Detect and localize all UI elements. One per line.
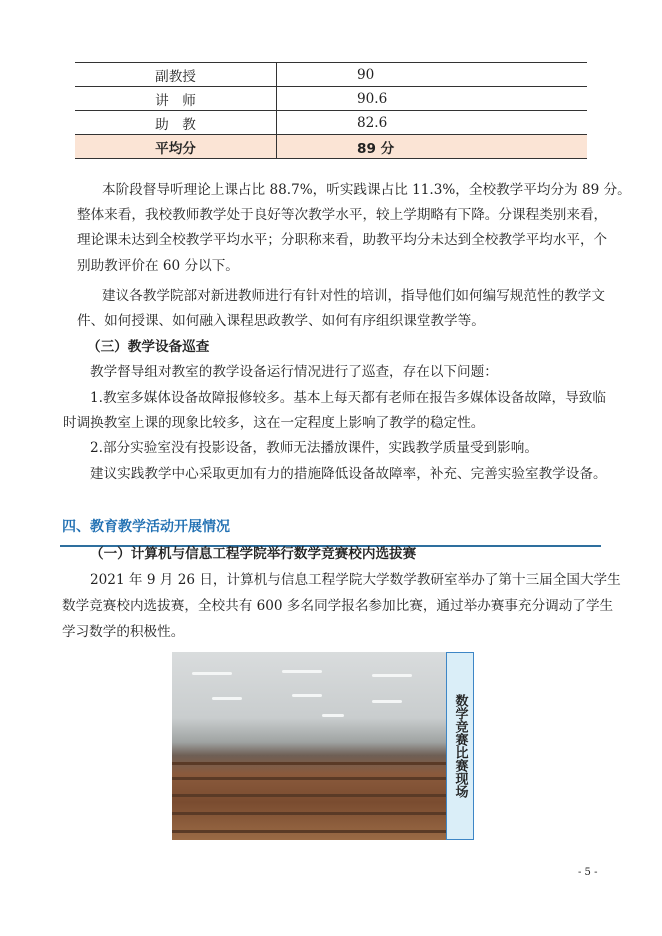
paragraph-line: 1.教室多媒体设备故障报修较多。基本上每天都有老师在报告多媒体设备故障，导致临 bbox=[90, 390, 606, 406]
paragraph-line: 数学竞赛校内选拔赛，全校共有 600 多名同学报名参加比赛，通过举办赛事充分调动了学生 bbox=[62, 598, 614, 614]
average-score: 89 分 bbox=[277, 135, 588, 159]
table-row bbox=[75, 63, 587, 87]
score-cell: 82.6 bbox=[277, 111, 588, 135]
title-cell: 讲 师 bbox=[75, 87, 277, 111]
paragraph-line: 学习数学的积极性。 bbox=[62, 624, 185, 640]
paragraph-line: 时调换教室上课的现象比较多，这在一定程度上影响了教学的稳定性。 bbox=[63, 415, 485, 431]
page-number: - 5 - bbox=[578, 867, 598, 878]
paragraph-line: 建议实践教学中心采取更加有力的措施降低设备故障率，补充、完善实验室教学设备。 bbox=[90, 466, 607, 482]
paragraph-line: 整体来看，我校教师教学处于良好等次教学水平，较上学期略有下降。分课程类别来看， bbox=[77, 207, 608, 223]
table-row bbox=[75, 111, 587, 135]
paragraph-line: 件、如何授课、如何融入课程思政教学、如何有序组织课堂教学等。 bbox=[77, 313, 485, 329]
section-heading: （三）教学设备巡查 bbox=[87, 339, 210, 355]
paragraph-line: 教学督导组对教室的教学设备运行情况进行了巡查，存在以下问题： bbox=[90, 364, 498, 380]
competition-photo bbox=[172, 652, 446, 840]
average-row bbox=[75, 135, 587, 159]
paragraph-line: 2.部分实验室没有投影设备，教师无法播放课件，实践教学质量受到影响。 bbox=[90, 440, 538, 456]
chapter-heading: 四、教育教学活动开展情况 bbox=[62, 519, 230, 535]
score-cell: 90 bbox=[277, 63, 588, 87]
paragraph-line: 理论课未达到全校教学平均水平；分职称来看，助教平均分未达到全校教学平均水平，个 bbox=[77, 232, 608, 248]
title-cell: 助 教 bbox=[75, 111, 277, 135]
average-label: 平均分 bbox=[75, 135, 277, 159]
title-cell: 副教授 bbox=[75, 63, 277, 87]
score-cell: 90.6 bbox=[277, 87, 588, 111]
photo-caption: 数学竞赛比赛现场 bbox=[446, 652, 474, 840]
paragraph-line: 别助教评价在 60 分以下。 bbox=[77, 258, 239, 274]
paragraph-line: 建议各教学院部对新进教师进行有针对性的培训，指导他们如何编写规范性的教学文 bbox=[102, 288, 605, 304]
score-table bbox=[75, 62, 587, 159]
paragraph-line: 2021 年 9 月 26 日，计算机与信息工程学院大学数学教研室举办了第十三届全国大学生 bbox=[90, 572, 621, 588]
subsection-heading: （一）计算机与信息工程学院举行数学竞赛校内选拔赛 bbox=[90, 546, 417, 562]
table-row bbox=[75, 87, 587, 111]
paragraph-line: 本阶段督导听理论上课占比 88.7%，听实践课占比 11.3%，全校教学平均分为 89 分。 bbox=[102, 182, 631, 198]
